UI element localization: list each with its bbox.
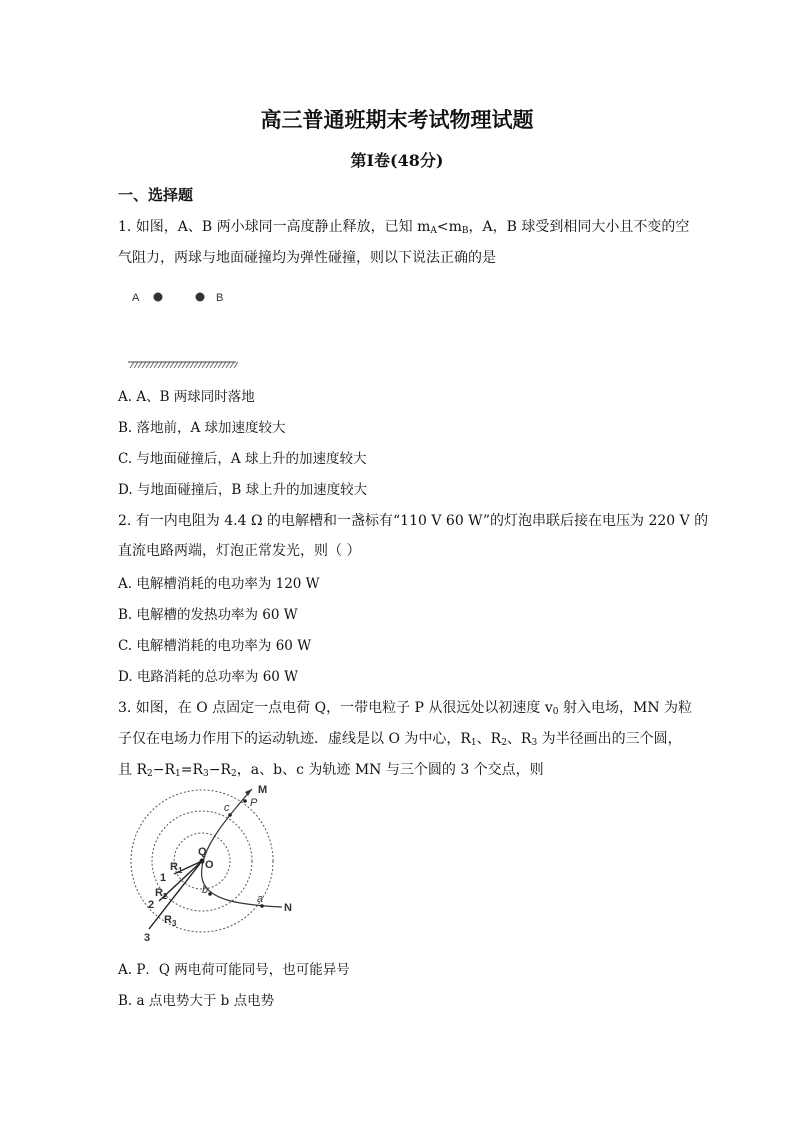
q3-line1: 3. 如图，在 O 点固定一点电荷 Q，一带电粒子 P 从很远处以初速度 $v_0$ 射入电场，MN 为粒 — [118, 700, 693, 717]
q3-option-a: A. P．Q 两电荷可能同号，也可能异号 — [118, 962, 350, 978]
q1-figure — [118, 282, 248, 374]
q3-label-o: O — [205, 859, 214, 871]
q1-ball-b-label: B — [216, 292, 224, 304]
q3-label-r1: $R_1$ — [170, 861, 183, 875]
q3-label-c: c — [224, 802, 230, 814]
q3-label-m: M — [258, 784, 268, 796]
q2-line1: 2. 有一内电阻为 4.4 Ω 的电解槽和一盏标有“110 V 60 W”的灯泡串联后接在电压为 220 V 的 — [118, 513, 709, 529]
q3-point-o — [200, 859, 205, 864]
q3-label-1: 1 — [160, 872, 167, 884]
page-title: 高三普通班期末考试物理试题 — [260, 107, 534, 132]
q1-option-d: D. 与地面碰撞后，B 球上升的加速度较大 — [118, 482, 368, 498]
q3-label-r2: $R_2$ — [155, 887, 168, 901]
q1-option-c: C. 与地面碰撞后，A 球上升的加速度较大 — [118, 451, 367, 467]
section-heading: 一、选择题 — [118, 186, 194, 204]
q3-line2: 子仅在电场力作用下的运动轨迹．虚线是以 O 为中心，$R_1$、$R_2$、$R_3$ 为半径画出的三个圆， — [118, 731, 682, 748]
q1-ball-a-label: A — [132, 292, 140, 304]
q3-trajectory — [202, 789, 282, 907]
q3-figure — [112, 783, 302, 945]
q1-option-a: A. A、B 两球同时落地 — [118, 389, 255, 405]
q1-ball-a — [154, 293, 163, 302]
q2-option-b: B. 电解槽的发热功率为 60 W — [118, 607, 298, 623]
q3-point-b — [208, 892, 212, 896]
q1-ball-b — [196, 293, 205, 302]
q3-label-2: 2 — [148, 899, 155, 911]
q3-line3: 且 $R_2-R_1=R_3-R_2$，a、b、c 为轨迹 MN 与三个圆的 3 个交点，则 — [118, 762, 544, 779]
volume-subtitle: 第Ⅰ卷(48分) — [350, 151, 444, 170]
q3-label-q: Q — [198, 846, 207, 858]
q2-line2: 直流电路两端，灯泡正常发光，则（ ） — [118, 543, 361, 559]
q2-option-a: A. 电解槽消耗的电功率为 120 W — [118, 576, 320, 592]
q1-option-b: B. 落地前，A 球加速度较大 — [118, 420, 286, 436]
q3-label-3: 3 — [144, 932, 151, 944]
q3-option-b: B. a 点电势大于 b 点电势 — [118, 993, 275, 1009]
q3-point-p — [243, 799, 247, 803]
q2-option-d: D. 电路消耗的总功率为 60 W — [118, 669, 299, 685]
q1-ground — [128, 362, 238, 368]
q3-label-p: P — [250, 797, 258, 809]
q1-line1: 1. 如图，A、B 两小球同一高度静止释放，已知 $m_A<m_B$，A，B 球受到相同大小且不变的空 — [118, 219, 690, 236]
q3-label-b: b — [202, 884, 209, 896]
q3-label-r3: $R_3$ — [164, 914, 177, 928]
q2-option-c: C. 电解槽消耗的电功率为 60 W — [118, 638, 312, 654]
q3-label-a: a — [257, 893, 264, 905]
q3-label-n: N — [284, 902, 292, 914]
q1-line2: 气阻力，两球与地面碰撞均为弹性碰撞，则以下说法正确的是 — [118, 250, 496, 266]
